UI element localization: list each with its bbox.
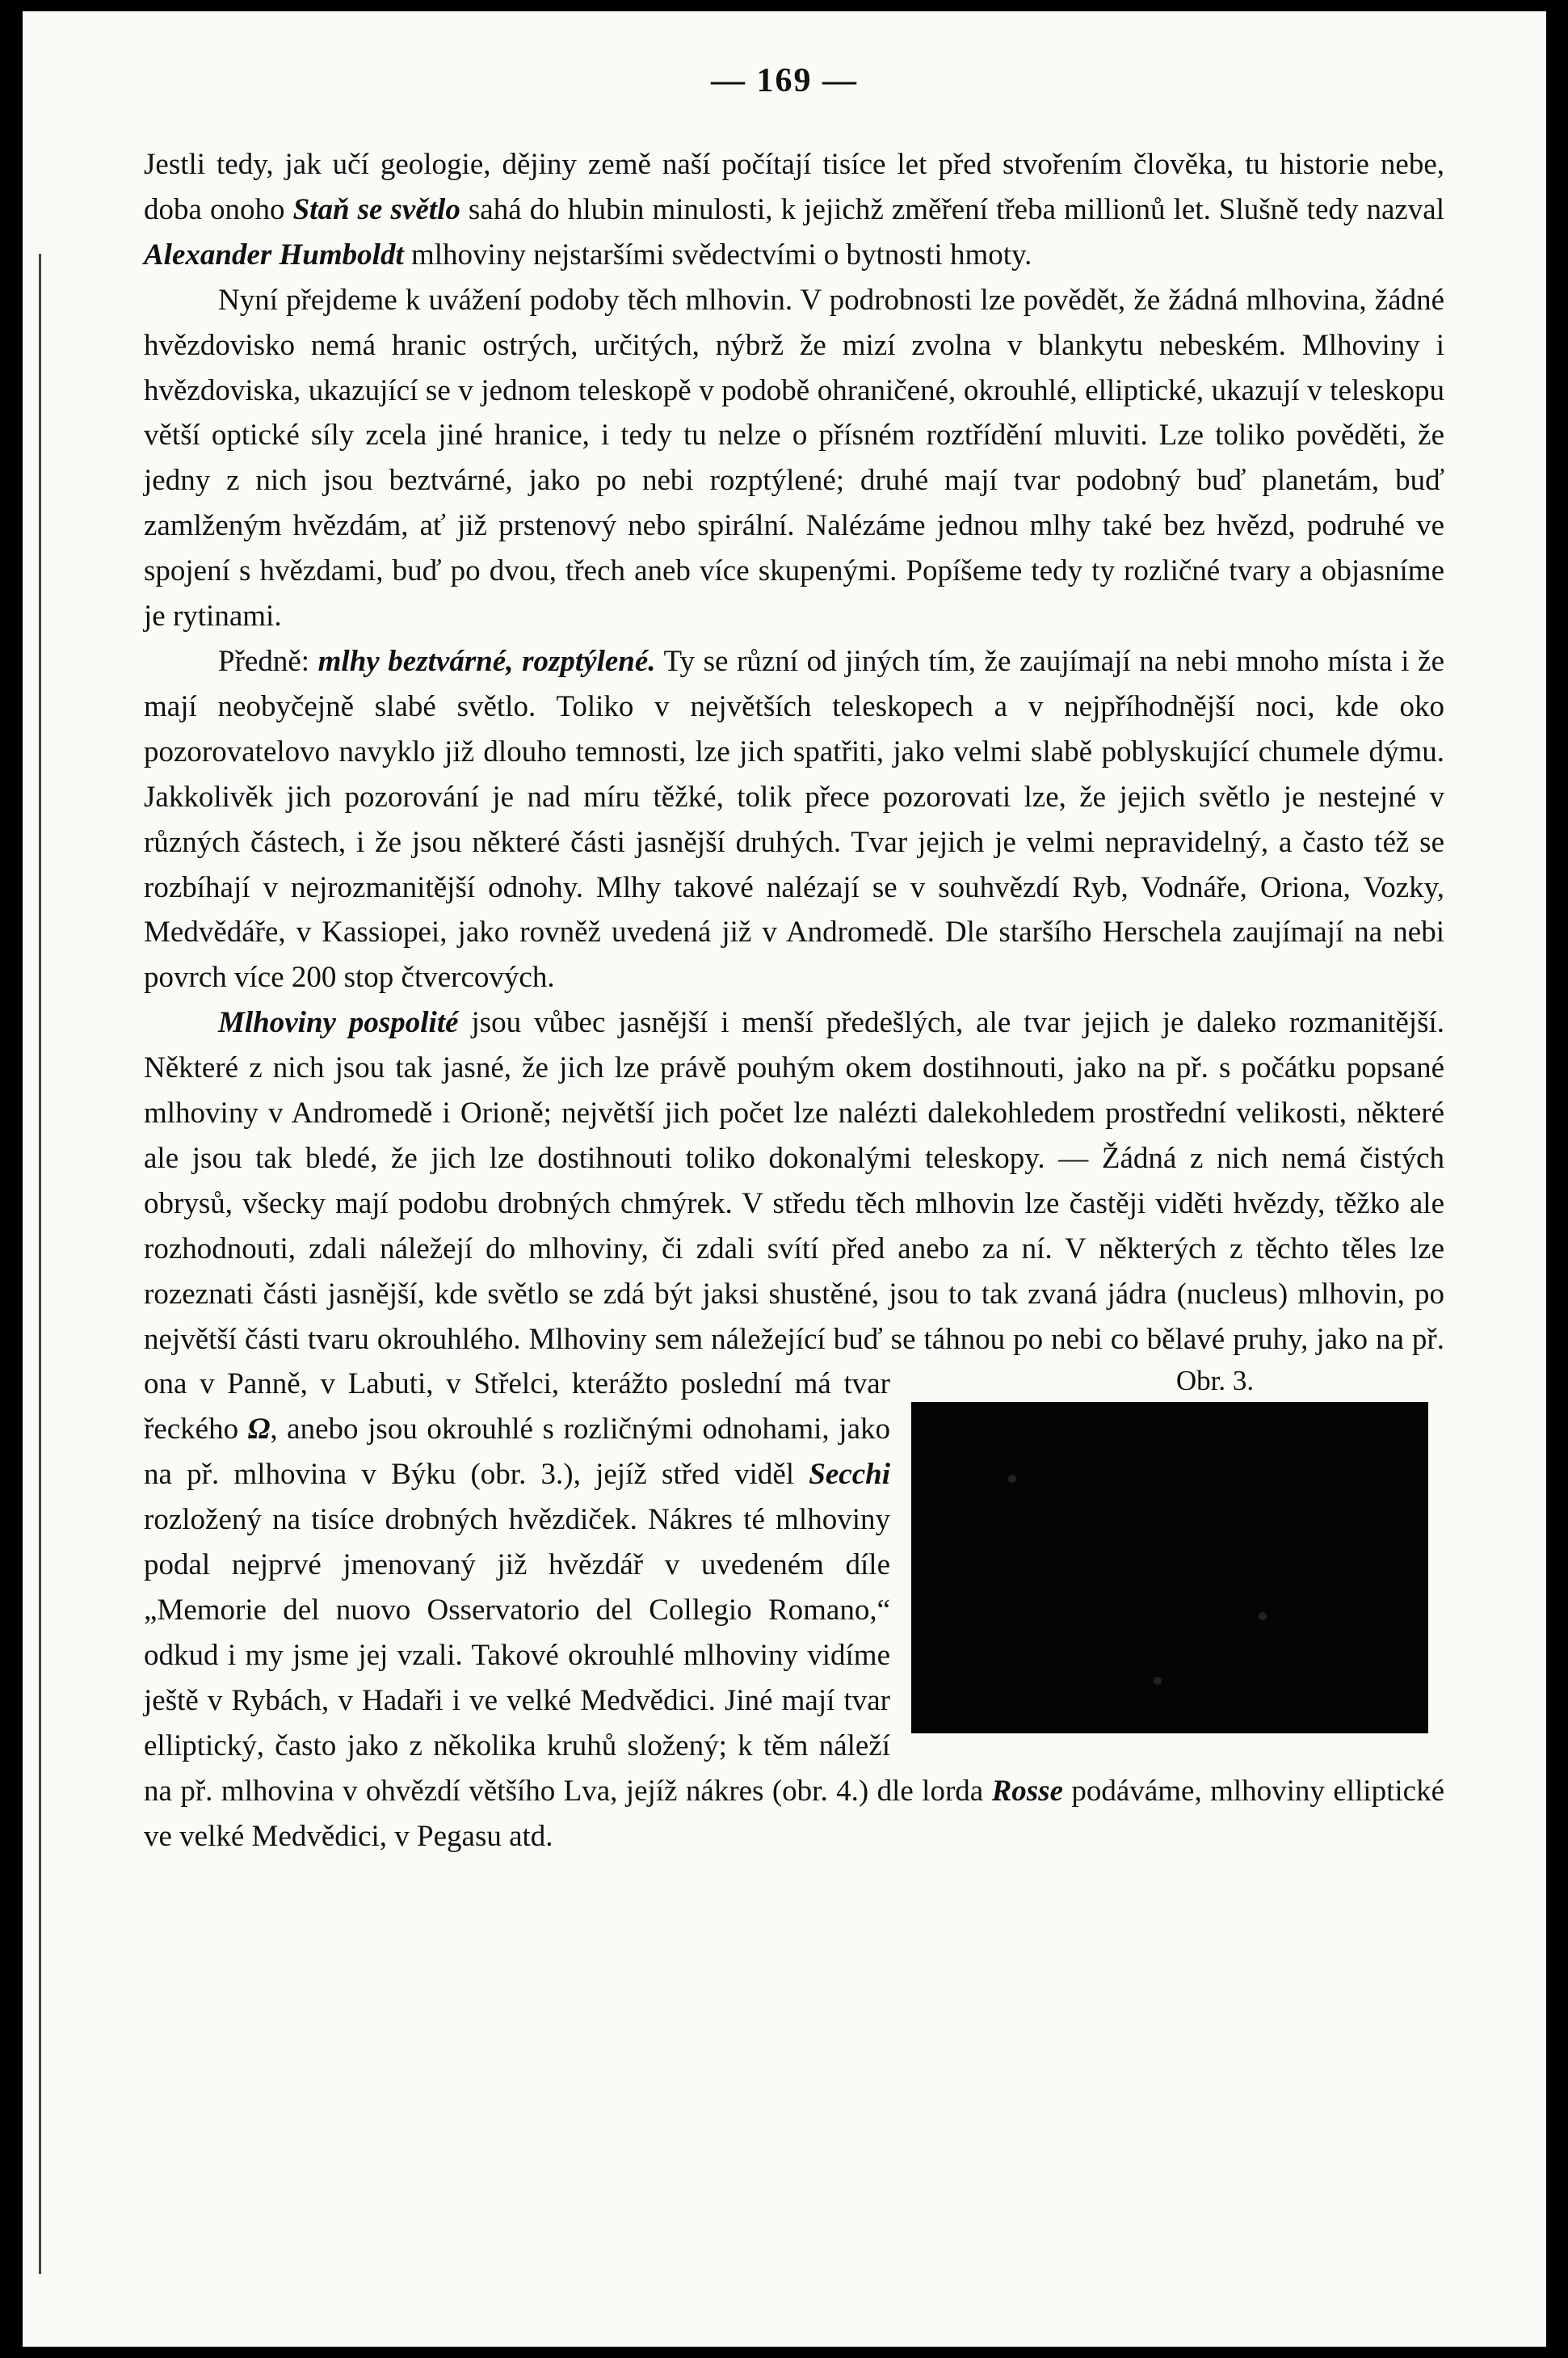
text-run: na př. ona v Panně, v Labuti, v Střelci, kterážto poslední má tvar řeckého [144, 1322, 1444, 1446]
emphasized-text: Ω [247, 1413, 271, 1446]
paragraph-3 [144, 639, 1444, 1000]
text-run: Ty se různí od jiných tím, že zaujímají na nebi mnoho místa i že mají neobyčejně slabé světlo. Toliko v největších teleskopech a v nejpříhodnější noci, kde oko pozorovatelovo navyklo již dlouho temnosti, lze jich spatřiti, jako velmi slabě poblyskující chumele dýmu. Jakkolivěk jich pozorování je nad míru těžké, tolik přece pozorovati lze, že jejich světlo je nestejné v různých částech, i že jsou některé části jasnější druhých. Tvar jejich je velmi nepravidelný, a často též se rozbíhají v nejrozmanitější odnohy. Mlhy takové nalézají se v souhvězdí Ryb, Vodnáře, Oriona, Vozky, Medvědáře, v Kassiopei, jako rovněž uvedená již v Andromedě. Dle staršího Herschela zaujímají na nebi povrch více 200 stop čtvercových. [144, 644, 1445, 995]
emphasized-text: Secchi [809, 1458, 890, 1492]
text-run: , anebo jsou okrouhlé s rozličnými odnohami, jako na př. mlhovina v Býku (obr. 3.), jejíž střed viděl [144, 1413, 890, 1492]
paragraph-4 [144, 1000, 1444, 1859]
text-run: rozložený na tisíce drobných hvězdiček. Nákres té mlhoviny podal nejprvé jmenovaný již hvězdář v uvedeném díle „Memorie del nuovo Osservatorio del Collegio Romano,“ odkud i my jsme jej vzali. Takové okrouhlé mlhoviny vidíme ještě v Rybách, v Hadaři i ve velké Medvědici. Jiné mají tvar elliptický, často jako z několika kruhů složený; k těm náleží na př. mlhovina v ohvězdí většího Lva, jejíž nákres (obr. 4.) dle lorda [144, 1503, 992, 1808]
figure-3 [911, 1362, 1444, 1741]
scanned-page [23, 11, 1546, 2347]
emphasized-text: Alexander Humboldt [144, 238, 404, 272]
paragraph-1 [144, 142, 1444, 278]
body-text [144, 142, 1444, 1859]
text-run: podáváme, mlhoviny elliptické ve velké Medvědici, v Pegasu atd. [144, 1774, 1444, 1853]
emphasized-text: mlhy beztvárné, rozptýlené. [317, 644, 656, 678]
text-run: Předně: [218, 644, 318, 678]
emphasized-text: Staň se světlo [292, 192, 460, 226]
text-run: mlhoviny nejstaršími svědectvími o bytnosti hmoty. [403, 238, 1032, 272]
text-run: sahá do hlubin minulosti, k jejichž změření třeba millionů let. Slušně tedy nazval [460, 192, 1444, 226]
text-run: jsou vůbec jasnější i menší předešlých, ale tvar jejich je daleko rozmanitější. Některé z nich jsou tak jasné, že jich lze právě pouhým okem dostihnouti, jako na př. s počátku popsané mlhoviny v Andromedě i Orioně; největší jich počet lze nalézti dalekohledem prostřední velikosti, některé ale jsou tak bledé, že jich lze dostihnouti toliko dokonalými teleskopy. — Žádná z nich nemá čistých obrysů, všecky mají podobu drobných chmýrek. V středu těch mlhovin lze častěji viděti hvězdy, těžko ale rozhodnouti, zdali náležejí do mlhoviny, či zdali svítí před anebo za ní. V některých z těchto těles lze rozeznati části jasnější, kde světlo se zdá být jaksi shustěné, jsou to tak zvaná jádra (nucleus) mlhovin, po největší části tvaru okrouhlého. Mlhoviny sem náležející buď se táhnou po nebi co bělavé pruhy, jako [144, 1006, 1445, 1356]
scan-edge-line [39, 254, 41, 2274]
emphasized-text: Mlhoviny pospolité [218, 1006, 459, 1040]
nebula-engraving-image [911, 1402, 1428, 1733]
figure-caption: Obr. 3. [1175, 1365, 1255, 1397]
emphasized-text: Rosse [991, 1774, 1063, 1808]
page-number: — 169 — [711, 62, 858, 99]
text-run: Nyní přejdeme k uvážení podoby těch mlhovin. V podrobnosti lze povědět, že žádná mlhovina, žádné hvězdovisko nemá hranic ostrých, určitých, nýbrž že mizí zvolna v blankytu nebeském. Mlhoviny i hvězdoviska, ukazující se v jednom teleskopě v podobě ohraničené, okrouhlé, elliptické, ukazují v teleskopu větší optické síly zcela jiné hranice, i tedy tu nelze o přísném roztřídění mluviti. Lze toliko pověděti, že jedny z nich jsou beztvárné, jako po nebi rozptýlené; druhé mají tvar podobný buď planetám, buď zamlženým hvězdám, ať již prstenový nebo spirální. Nalézáme jednou mlhy také bez hvězd, podruhé ve spojení s hvězdami, buď po dvou, třech aneb více skupenými. Popíšeme tedy ty rozličné tvary a objasníme je rytinami. [144, 283, 1444, 634]
text-run: Jestli tedy, jak učí geologie, dějiny země naší počítají tisíce let před stvořením člověka, tu historie nebe, doba onoho [144, 148, 1444, 226]
paragraph-2 [144, 278, 1444, 639]
